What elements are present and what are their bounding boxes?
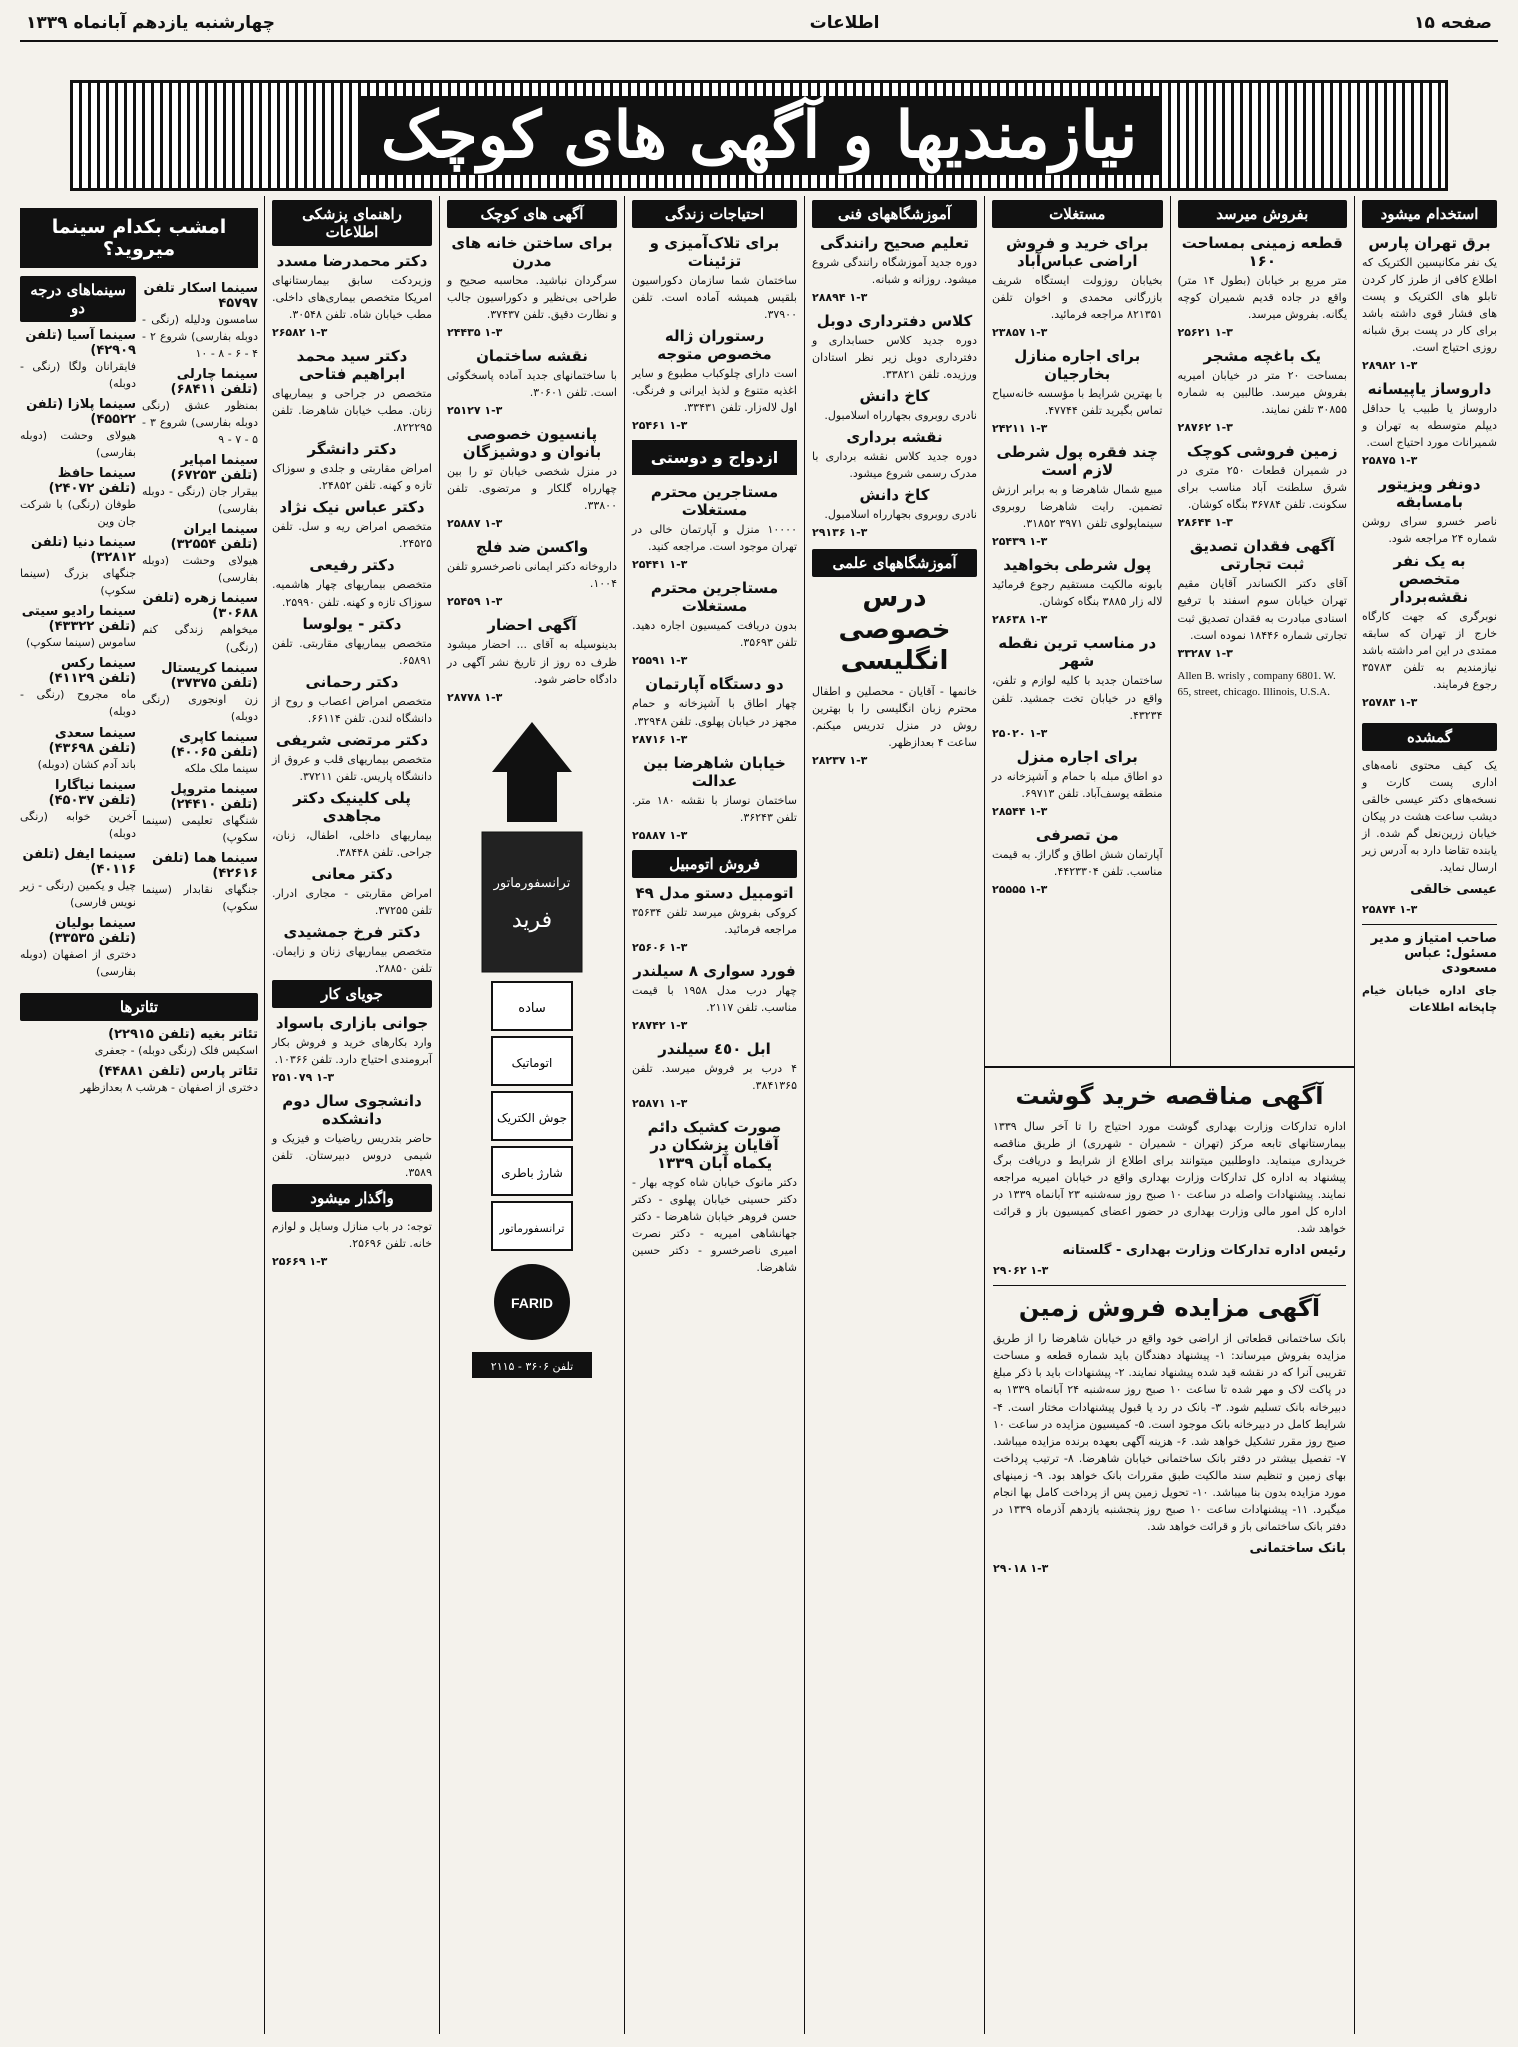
lost-signature: عیسی خالقی [1410,882,1497,898]
doctor-ad [272,440,432,494]
sale-ad-phone: ۲۵۶۲۱ ۱-۳ [1177,326,1233,340]
cinema-program: بیقرار جان (رنگی - دوبله بفارسی) [142,485,258,516]
small-ad-text: با ساختمانهای جدید آماده پاسخگوئی است. تلفن ۳۰۶۰۱. [447,369,617,400]
small-ad [447,538,617,608]
doctor-ad-title: دکتر - یولوسا [302,614,402,633]
page-number: صفحه ۱۵ [1414,13,1492,33]
rental-ad-phone: ۲۵۸۸۷ ۱-۳ [632,828,688,842]
rental-ad [632,754,797,842]
car-ad [632,1040,797,1110]
school-ad-text: نادری روبروی بجهارراه اسلامبول. [824,508,977,522]
column-heading: استخدام میشود [1362,200,1497,228]
school-ad [812,234,977,304]
land-auction-text: بانک ساختمانی قطعاتی از اراضی خود واقع در خیابان شاهرضا را از طریق مزایده بفروش میرساند: ۱- پیشنهاد دهندگان باید شماره قطعه و مساحت تقریبی آنرا که در نقشه قید شده پیشنهاد نمایند. ۲- پیشنهادات باید با ذکر مبلغ در پاکت لاک و مهر شده تا ساعت ۱۰ صبح روز سه‌شنبه ۲۴ آبانماه ۱۳۳۹ به دبیرخانه بانک تسلیم شود. ۳- بانک در رد یا قبول پیشنهادات مختار است. ۴- شرایط کامل در دبیرخانه بانک موجود است. ۵- کمیسیون مزایده در ساعت ۱۰ صبح روز مقرر تشکیل خواهد شد. ۶- هزینه آگهی بعهده برنده مزایده میباشد. ۷- تفصیل بیشتر در دفتر بانک ساختمانی خیابان شاهرضا. ۸- ترتیب پرداخت بهای زمین و تنظیم سند مالکیت طبق مقررات بانک خواهد بود. ۹- زمینهای مورد مزایده بدون بنا میباشد. ۱۰- تحویل زمین پس از پرداخت کامل بها انجام میگیرد. ۱۱- پیشنهادات ساعت ۱۰ صبح روز پنجشنبه یازدهم آذرماه ۱۳۳۹ در دفتر بانک ساختمانی باز و قرائت خواهد شد. [993,1332,1347,1533]
small-ad-text: بدینوسیله به آقای ... احضار میشود ظرف ده روز از تاریخ نشر آگهی در دادگاه حاضر شود. [447,638,617,686]
lost-phone: ۲۵۸۷۴ ۱-۳ [1362,903,1418,917]
cinema-name: سینما چارلی (تلفن ۶۸۴۱۱) [170,367,258,398]
life-ad [632,234,797,323]
lost-text: یک کیف محتوی نامه‌های اداری پست کارت و نسخه‌های دکتر عیسی خالقی دیشب ساعت هشت در پیکان خیابان زرین‌نعل گم شده. از یابنده تقاضا دارد به آدرس زیر ارسال نماید. [1362,758,1497,875]
lost-heading: گمشده [1362,723,1497,751]
small-ad-text: سرگردان نباشید. محاسبه صحیح و طراحی بی‌نظیر و دکوراسیون جالب و نظارت دقیق. تلفن ۳۷۴۳۷. [447,274,617,322]
cinema-program: هیولای وحشت (دوبله بفارسی) [142,554,258,585]
small-ad-title: واکسن ضد فلج [475,538,589,557]
cinema-program: دختری از اصفهان - هرشب ۸ بعدازظهر [80,1080,258,1094]
cinema-name: سینما متروپل (تلفن ۲۴۴۱۰) [170,781,258,812]
school-ad-text: دوره جدید آموزشگاه رانندگی شروع میشود. روزانه و شبانه. [812,256,977,287]
issue-date: چهارشنبه یازدهم آبانماه ۱۳۳۹ [26,13,276,33]
tech-heading: آموزشگاههای فنی [812,200,977,228]
cinema-list-first [142,276,258,983]
doctor-ad-text: متخصص بیماریهای زنان و زایمان. تلفن ۲۸۸۵۰. [272,945,432,976]
job-ad-title: برق تهران پارس [1368,234,1491,252]
rental-ad-title: مستاجرین محترم مستغلات [650,579,779,616]
job-ad-text: داروساز یا طبیب یا حداقل دیپلم متوسطه به تهران و شمیرانات مورد احتیاج است. [1362,402,1497,450]
doctor-ad-title: دکتر دانشگر [307,440,397,459]
property-ad-title: پول شرطی بخواهید [1003,556,1152,575]
rental-ad-phone: ۲۸۷۱۶ ۱-۳ [632,732,688,746]
doctor-ad-title: دکتر معانی [311,864,393,883]
job-ad-title: به یک نفر متخصص نقشه‌بردار [1390,551,1469,606]
cinema-program: سامسون ودلیله (رنگی - دوبله بفارسی) شروع ۲ - ۴ - ۶ - ۸ - ۱۰ [142,313,258,361]
small-ad-phone: ۲۴۴۳۵ ۱-۳ [447,326,503,340]
column-medical-guide [264,196,439,2034]
newspaper-name: اطلاعات [809,13,880,33]
rental-ad [632,675,797,745]
doctor-ad [272,673,432,727]
property-ad-phone: ۲۵۴۳۹ ۱-۳ [992,535,1048,549]
doctor-ad-text: متخصص بیماریهای چهار هاشمیه. سوزاک تازه و کهنه. تلفن ۲۵۹۹۰. [272,578,432,609]
job-ad [1362,234,1497,372]
job-seeker-ad-title: دانشجوی سال دوم دانشکده [282,1092,422,1129]
small-ad [447,234,617,339]
edu-heading: آموزشگاههای علمی [812,549,977,577]
car-ad [632,962,797,1032]
ad-word: فرید [511,907,553,933]
cinema-name: تئاتر بغیه (تلفن ۲۲۹۱۵) [108,1026,258,1042]
sale-ad [1178,347,1348,434]
cinema-name: سینما نیاگارا (تلفن ۴۵۰۳۷) [48,777,136,808]
property-ad-phone: ۲۸۶۳۸ ۱-۳ [992,613,1048,627]
banner-title: نیازمندیها و آگهی های کوچک [359,96,1159,175]
cinema-program: اسکیس فلک (رنگی دوبله) - جعفری [94,1043,258,1057]
rental-ad-phone: ۲۵۵۹۱ ۱-۳ [632,654,688,668]
doctor-ad [272,347,432,436]
rental-ad-text: ۱۰۰۰۰ منزل و آپارتمان خالی در تهران موجود است. مراجعه کنید. [632,523,797,554]
doctor-ad [272,556,432,610]
cinema-name: سینما پلازا (تلفن ۴۵۵۲۲) [26,397,136,428]
job-seeker-ad [272,1014,432,1084]
small-ad-phone: ۲۵۴۵۹ ۱-۳ [447,595,503,609]
cinema-name: سینما رادیو سیتی (تلفن ۴۳۳۲۲) [21,604,136,635]
property-ad-text: بابونه مالکیت مستقیم رجوع فرمائید لاله زار ۳۸۸۵ بنگاه کوشان. [992,578,1163,609]
doctor-ad-title: دکتر رفیعی [309,556,395,575]
property-ad-text: مبیع شمال شاهرضا و به برابر ارزش تضمین. رایت شاهرضا روبروی سینماپولوی تلفن ۳۹۷۱ ۳۱۸۵۲. [992,483,1163,531]
address-line: جای اداره خیابان خیام چاپخانه اطلاعات [1362,984,1497,1015]
doctor-ad-title: پلی کلینیک دکتر مجاهدی [293,788,411,825]
property-ad [992,347,1163,435]
property-ad-text: با بهترین شرایط با مؤسسه خانه‌سیاح تماس بگیرید تلفن ۴۷۷۴۴. [992,387,1163,418]
property-ad-title: برای اجاره منازل بخارجیان [1014,347,1141,384]
school-ad-phone: ۲۸۸۹۴ ۱-۳ [812,291,868,305]
cinema-program: ماه مجروح (رنگی - دوبله) [20,688,136,719]
classifieds-banner [70,80,1448,191]
small-ad [447,616,617,703]
rental-ad [632,579,797,667]
life-ad [632,327,797,432]
life-ad-phone: ۲۵۴۶۱ ۱-۳ [632,419,688,433]
cinema-name: سینما حافظ (تلفن ۲۴۰۷۲) [48,466,136,497]
cinema-program: ساموس (سینما سکوپ) [25,636,136,650]
column-real-estate-top [985,196,1170,1066]
cinema-name: سینما امپایر (تلفن ۶۷۲۵۳) [170,453,258,484]
job-seeker-ad [272,1092,432,1181]
sale-ad-title: زمین فروشی کوچک [1186,442,1338,461]
sale-ad [1178,442,1348,529]
job-seeker-ad-title: جوانی بازاری باسواد [275,1014,429,1033]
job-ad-phone: ۲۸۹۸۲ ۱-۳ [1362,359,1418,373]
small-ad-phone: ۲۵۸۸۷ ۱-۳ [447,517,503,531]
property-ad-title: در مناسب ترین نقطه شهر [998,634,1157,671]
exam-title: صورت کشیک دائم آقایان پزشکان در یکماه آبان ۱۳۳۹ [647,1117,782,1172]
car-ad-phone: ۲۸۷۴۲ ۱-۳ [632,1018,688,1032]
doctor-ad [272,865,432,919]
job-ad [1362,475,1497,547]
school-ad-text: دوره جدید کلاس حسابداری و دفترداری دوبل زیر نظر استادان ورزیده. تلفن ۳۳۸۲۱. [812,334,977,382]
car-ad [632,884,797,954]
doctor-ad-title: دکتر سید محمد ابراهیم فتاحی [296,347,408,384]
cinema-name: سینما ایران (تلفن ۳۲۵۵۴) [170,522,258,553]
life-ad-title: برای تلاک‌آمیزی و تزئینات [649,234,780,270]
car-ad-text: ۴ درب بر فروش میرسد. تلفن ۳۸۴۱۳۶۵. [632,1061,797,1092]
doctor-ad-title: دکتر عباس نیک نژاد [279,498,425,517]
school-ad-title: نقشه برداری [846,428,943,447]
property-ad-phone: ۲۳۸۵۷ ۱-۳ [992,326,1048,340]
small-ad [447,425,617,530]
cinema-name: سینما بولیان (تلفن ۳۳۵۳۵) [48,915,136,946]
doctor-ad [272,498,432,552]
cinema-program: سینما ملک ملکه [184,761,258,775]
edu-phone: ۲۸۲۳۷ ۱-۳ [812,754,868,768]
doctor-ad-title: دکتر مرتضی شریفی [275,730,429,749]
edu-text: خانمها - آقایان - محصلین و اطفال محترم زبان انگلیسی را با بهترین روش در منزل تدریس میکنم. ساعت ۴ بعدازظهر. [812,684,977,750]
job-ad [1362,380,1497,467]
cinema-name: تئاتر پارس (تلفن ۴۴۸۸۱) [98,1063,258,1079]
transformer-advertisement [447,712,617,1412]
job-ad-phone: ۲۵۷۸۳ ۱-۳ [1362,695,1418,709]
property-ad-title: من تصرفی [1035,825,1119,844]
return-heading: واگذار میشود [272,1184,432,1212]
return-phone: ۲۵۶۶۹ ۱-۳ [272,1255,328,1269]
doctor-ad-text: امراض مقاربتی - مجاری ادرار. تلفن ۳۷۲۵۵. [272,886,432,917]
column-container [14,196,1504,2034]
land-auction-phone: ۲۹۰۱۸ ۱-۳ [993,1561,1049,1575]
cinema-program: دختری از اصفهان (دوبله بفارسی) [20,947,136,978]
cinema-name: سینما زهره (تلفن ۳۰۶۸۸) [142,591,258,622]
exam-text: دکتر مانوک خیابان شاه کوچه بهار - دکتر حسینی خیابان پهلوی - دکتر حسن فروهر خیابان شاهرضا - دکتر جهانشاهی امیریه - دکتر نصرت امیری ناصرخسرو - دکتر حسین شاهرضا. [632,1175,797,1275]
doctor-ad [272,615,432,669]
sale-ad [1178,234,1348,339]
cinema-program: هیولای وحشت (دوبله بفارسی) [20,429,136,460]
column-heading: راهنمای پزشکی اطلاعات [272,200,432,246]
cinema-name: سینما دنیا (تلفن ۳۲۸۱۲) [31,535,136,566]
car-ad-title: فورد سواری ۸ سیلندر [633,961,796,980]
ad-word: اتوماتیک [511,1055,553,1070]
school-ad-text: دوره جدید کلاس نقشه برداری با مدرک رسمی شروع میشود. [812,450,977,481]
rental-ad-text: چهار اطاق با آشپزخانه و حمام مجهز در خیابان پهلوی. تلفن ۳۲۹۴۸. [632,697,797,728]
small-ad [447,347,617,417]
rental-ad-title: مستاجرین محترم مستغلات [650,483,779,520]
cinema-name: سینما کریستال (تلفن ۳۷۳۷۵) [161,660,258,691]
rental-ad-title: خیابان شاهرضا بین عدالت [643,753,786,790]
small-ad-phone: ۲۸۷۷۸ ۱-۳ [447,690,503,704]
column-sale-and-notices [984,196,1354,2034]
column-life-needs [624,196,804,2034]
property-ad [992,234,1163,339]
sale-ad-text: متر مربع بر خیابان (بطول ۱۴ متر) واقع در جاده قدیم شمیران کوچه یگانه. بفروش میرسد. [1177,274,1347,322]
small-ad-title: نقشه ساختمان [476,347,588,366]
cinema-name: سینما اسکار تلفن ۴۵۷۹۷ [143,281,258,311]
meat-tender-signature: رئیس اداره تدارکات وزارت بهداری - گلستانه [1062,1243,1346,1259]
cinema-program: میخواهم زندگی کنم (رنگی) [142,623,258,654]
cinema-program: جنگهای نقابدار (سینما سکوپ) [142,882,258,913]
meat-tender-title: آگهی مناقصه خرید گوشت [1015,1082,1324,1110]
land-auction-title: آگهی مزایده فروش زمین [1018,1294,1321,1323]
property-ad [992,443,1163,548]
rental-ad [632,483,797,571]
doctor-ad [272,789,432,861]
small-ad-phone: ۲۵۱۲۷ ۱-۳ [447,404,503,418]
school-ad-phone: ۲۹۱۳۶ ۱-۳ [812,526,868,540]
sale-ad-text: بمساحت ۲۰ متر در خیابان امیریه بفروش میرسد. طالبین به شماره ۳۰۸۵۵ تلفن نمایند. [1177,369,1347,417]
job-ad-text: یک نفر مکانیسین الکتریک که اطلاع کافی از طرز کار کردن تابلو های الکتریک و پست های فشار قوی داشته باشد برای کار در پست برق شبانه روزی احتیاج است. [1362,256,1497,355]
school-ad-title: کاخ دانش [859,486,930,505]
sale-ad-text: آقای دکتر الکساندر آقایان مقیم تهران خیابان سوم اسفند با ترفیع اسنادی مبادرت به فقدان تصدیق ثبت تجارتی شماره ۱۸۴۴۶ نموده است. [1177,577,1347,642]
cinema-program: بمنظور عشق (رنگی دوبله بفارسی) شروع ۳ - ۵ - ۷ - ۹ [142,399,258,447]
job-ad-title: دونفر ویزیتور بامسابقه [1378,475,1481,512]
car-ad-phone: ۲۵۸۷۱ ۱-۳ [632,1096,688,1110]
doctor-ad-text: متخصص در جراحی و بیماریهای زنان. مطب خیابان شاهرضا. تلفن ۸۲۲۲۹۵. [272,387,432,435]
job-ad-text: ناصر خسرو سرای روشن شماره ۲۴ مراجعه شود. [1362,515,1497,546]
sub-heading: ازدواج و دوستی [632,440,797,475]
cinema-name: سینما رکس (تلفن ۴۱۱۲۹) [48,656,136,687]
small-ad-title: برای ساختن خانه های مدرن [451,234,613,270]
cinema-program: طوفان (رنگی) با شرکت جان وین [20,498,136,529]
column-cinemas [14,196,264,2034]
property-ad [992,634,1163,739]
return-text: توجه: در باب منازل وسایل و لوازم خانه. تلفن ۲۵۶۹۶. [272,1220,432,1251]
cinema-program: باند آدم کشان (دوبله) [37,757,136,771]
rental-ad-text: ساختمان نوساز با نقشه ۱۸۰ متر. تلفن ۳۶۲۴۳. [632,793,797,824]
property-ad-title: برای خرید و فروش اراضی عباس‌آباد [1006,234,1149,270]
ad-footer: تلفن ۳۶۰۶ - ۲۱۱۵ [490,1359,574,1373]
job-ad-phone: ۲۵۸۷۵ ۱-۳ [1362,454,1418,468]
sale-ad-phone: ۳۳۲۸۷ ۱-۳ [1177,646,1233,660]
cinema-name: سینما آسیا (تلفن ۴۲۹۰۹) [25,328,136,358]
land-auction-signature: بانک ساختمانی [1249,1540,1346,1556]
column-schools [804,196,984,2034]
transformer-ad-graphic [447,712,617,1412]
property-ad-text: آپارتمان شش اطاق و گاراژ. به قیمت مناسب. تلفن ۴۴۲۳۳۰۴. [992,847,1163,878]
doctor-ad-text: متخصص بیماریهای قلب و عروق از دانشگاه پاریس. تلفن ۳۷۲۱۱. [272,752,432,783]
cinema-program: فایقرانان ولگا (رنگی - دوبله) [20,360,136,391]
sale-ad-title: یک باغچه مشجر [1203,347,1322,366]
foreign-address: Allen B. wrisly , company 6801. W. 65, street, chicago. Illinois, U.S.A. [1177,669,1336,699]
life-ad-text: است دارای چلوکباب مطبوع و سایر اغذیه متنوع و لذیذ ایرانی و فرنگی. اول لاله‌زار. تلفن ۳۳۴۳۱. [632,367,797,415]
sale-ad [1178,537,1348,659]
meat-tender-phone: ۲۹۰۶۲ ۱-۳ [993,1264,1049,1278]
doctor-ad-phone: ۲۶۵۸۲ ۱-۳ [272,326,328,340]
property-ad [992,748,1163,818]
life-ad-text: ساختمان شما سازمان دکوراسیون بلقیس همیشه آماده است. تلفن ۳۷۹۰۰. [632,274,797,322]
ad-word: شارژ باطری [501,1165,563,1180]
doctor-ad-text: وزیردکت سابق بیمارستانهای امریکا متخصص بیماری‌های داخلی. مطب خیابان شاه. تلفن ۳۰۵۴۸. [272,274,432,322]
property-ad-phone: ۲۴۲۱۱ ۱-۳ [992,422,1048,436]
property-ad-title: چند فقره پول شرطی لازم است [996,443,1158,480]
property-ad-text: بخیابان روزولت ایستگاه شریف بازرگانی محمدی و اخوان تلفن ۸۲۱۳۵۱ مراجعه فرمائید. [992,274,1163,322]
rental-ad-phone: ۲۵۴۴۱ ۱-۳ [632,558,688,572]
cinema-program: آخرین خوابه (رنگی دوبله) [20,809,136,840]
car-ad-text: کروکی بفروش میرسد تلفن ۳۵۶۳۴ مراجعه فرمائید. [632,905,797,936]
school-ad-text: نادری روبروی بجهارراه اسلامبول. [824,409,977,423]
column-for-sale [1170,196,1355,1066]
auto-heading: فروش اتومبیل [632,850,797,878]
official-notices [985,1066,1354,1589]
sale-ad-phone: ۲۸۷۶۲ ۱-۳ [1177,421,1233,435]
cinema-program: زن اونجوری (رنگی دوبله) [142,692,258,723]
column-small-ads [439,196,624,2034]
school-ad-title: کاخ دانش [859,387,930,406]
doctor-ad-text: امراض مقاربتی و جلدی و سوزاک تازه و کهنه. تلفن ۲۴۸۵۲. [272,462,432,493]
column-heading: بفروش میرسد [1178,200,1348,228]
doctor-ad [272,923,432,977]
school-ad-title: کلاس دفترداری دوبل [816,312,973,331]
car-ad-title: ابل ٤٥٠ سیلندر [658,1039,771,1058]
job-heading: جویای کار [272,980,432,1008]
job-seeker-ad-text: وارد بکارهای خرید و فروش بکار آبرومندی احتیاج دارد. تلفن ۱۰۳۶۶. [272,1036,432,1067]
doctor-ad-text: متخصص بیماریهای مقاربتی. تلفن ۶۵۸۹۱. [272,636,432,667]
car-ad-phone: ۲۵۶۰۶ ۱-۳ [632,940,688,954]
school-ad [812,486,977,539]
property-ad-text: ساختمان جدید با کلیه لوازم و تلفن، واقع در خیابان تخت جمشید. تلفن ۴۳۲۳۴. [992,674,1163,722]
small-ad-title: پانسیون خصوصی بانوان و دوشیزگان [462,425,602,462]
job-seeker-ad-text: حاضر بتدریس ریاضیات و فیزیک و شیمی دروس دبیرستان. تلفن ۳۵۸۹. [272,1132,432,1180]
ad-brand: FARID [511,1294,553,1311]
page-header [20,6,1498,42]
edu-title: درس خصوصی انگلیسی [838,583,951,676]
ad-word: ترانسفورماتور [499,1221,565,1235]
ad-word: ترانسفورماتور [493,875,571,891]
job-ad-text: نوبرگری که جهت کارگاه خارج از تهران که سابقه ممتدی در این امر داشته باشد نیازمندیم به تلفن ۳۵۷۸۳ رجوع فرمایند. [1362,609,1497,691]
cinema-name: سینما سعدی (تلفن ۴۳۶۹۸) [48,725,136,756]
school-ad [812,428,977,482]
car-ad-text: چهار درب مدل ۱۹۵۸ با قیمت مناسب. تلفن ۲۱۱۷. [632,983,797,1014]
small-ad-text: در منزل شخصی خیابان تو را بین چهارراه گلکار و مرتضوی. تلفن ۳۳۸۰۰. [447,465,617,513]
rental-ad-title: دو دستگاه آپارتمان [645,675,784,694]
cinema-title: امشب بکدام سینما میروید؟ [20,208,258,268]
sale-ad-phone: ۲۸۶۴۴ ۱-۳ [1177,516,1233,530]
second-class-heading: سینماهای درجه دو [20,276,136,322]
column-heading: مستغلات [992,200,1163,228]
meat-tender-text: اداره تدارکات وزارت بهداری گوشت مورد احتیاج را تا آخر سال ۱۳۳۹ بیمارستانهای تابعه مرکز (تهران - شمیران - شهرری) از طریق مناقصه خریداری مینماید. داوطلبین میتوانند برای اطلاع از شرایط و دریافت برگ پیشنهاد به اداره کل تدارکات وزارت بهداری واقع در خیابان امیریه مراجعه نمایند. پیشنهادات واصله در ساعت ۱۰ صبح روز سه‌شنبه ۲۳ آبانماه ۱۳۳۹ در اداره کل امور مالی وزارت بهداری در حضور اعضای کمیسیون باز و قرائت خواهد شد. [993,1120,1346,1236]
school-ad [812,312,977,383]
property-ad [992,826,1163,896]
property-ad-phone: ۲۵۰۲۰ ۱-۳ [992,726,1048,740]
column-heading: آگهی های کوچک [447,200,617,228]
sale-ad-text: در شمیران قطعات ۲۵۰ متری در شرق سلطنت آباد مناسب برای سکونت. تلفن ۳۶۷۸۴ بنگاه کوشان. [1177,464,1347,512]
doctor-ad-title: دکتر رحمانی [305,672,399,691]
job-ad [1362,552,1497,709]
theater-heading: تئاترها [20,993,258,1021]
property-ad-phone: ۲۸۵۴۴ ۱-۳ [992,804,1048,818]
property-ad-text: دو اطاق مبله با حمام و آشپزخانه در منطقه یوسف‌آباد. تلفن ۶۹۷۱۳. [992,769,1163,800]
property-ad-phone: ۲۵۵۵۵ ۱-۳ [992,882,1048,896]
cinema-program: چیل و یکمین (رنگی - زیر نویس فارسی) [20,878,136,909]
sale-ad-title: قطعه زمینی بمساحت ۱۶۰ [1181,234,1343,270]
property-ad [992,556,1163,626]
doctor-ad [272,252,432,339]
sale-ad-title: آگهی فقدان تصدیق ثبت تجارتی [1189,537,1335,574]
column-employment [1354,196,1504,2034]
small-ad-text: داروخانه دکتر ایمانی ناصرخسرو تلفن ۱۰۰۴. [447,560,617,591]
cinema-list-second [20,276,136,983]
ad-word: جوش الکتریک [496,1110,568,1125]
car-ad-title: اتومبیل دستو مدل ۴۹ [635,883,794,902]
column-heading: احتیاجات زندگی [632,200,797,228]
school-ad [812,387,977,424]
job-seeker-ad-phone: ۲۵۱۰۷۹ ۱-۳ [272,1071,335,1085]
cinema-name: سینما هما (تلفن ۴۲۶۱۶) [152,850,258,881]
cinema-program: شنگهای تعلیمی (سینما سکوپ) [142,813,258,844]
cinema-name: سینما ایفل (تلفن ۴۰۱۱۶) [22,846,136,877]
cinema-program: جنگهای بزرگ (سینما سکوپ) [20,567,136,598]
doctor-ad-title: دکتر محمدرضا مسدد [276,252,428,270]
rental-ad-text: بدون دریافت کمیسیون اجاره دهید. تلفن ۳۵۶۹۳. [632,619,797,650]
doctor-ad-text: متخصص امراض اعصاب و روح از دانشگاه لندن. تلفن ۶۶۱۱۴. [272,694,432,725]
doctor-ad-title: دکتر فرخ جمشیدی [283,923,421,942]
property-ad-title: برای اجاره منزل [1016,747,1138,766]
doctor-ad-text: متخصص امراض ریه و سل. تلفن ۲۴۵۲۵. [272,520,432,551]
small-ad-title: آگهی احضار [487,616,577,635]
doctor-ad-text: بیماریهای داخلی، اطفال، زنان، جراحی. تلفن ۳۸۴۴۸. [272,828,432,859]
owner-line: صاحب امتیاز و مدیر مسئول: عباس مسعودی [1370,931,1497,977]
doctor-ad [272,731,432,785]
school-ad-title: تعلیم صحیح رانندگی [820,234,969,252]
ad-word: ساده [518,1000,546,1016]
job-ad-title: داروساز یاپیسانه [1367,380,1492,399]
life-ad-title: رستوران ژاله مخصوص متوجه [657,327,772,364]
cinema-name: سینما کاپری (تلفن ۴۰۰۶۵) [170,729,258,760]
